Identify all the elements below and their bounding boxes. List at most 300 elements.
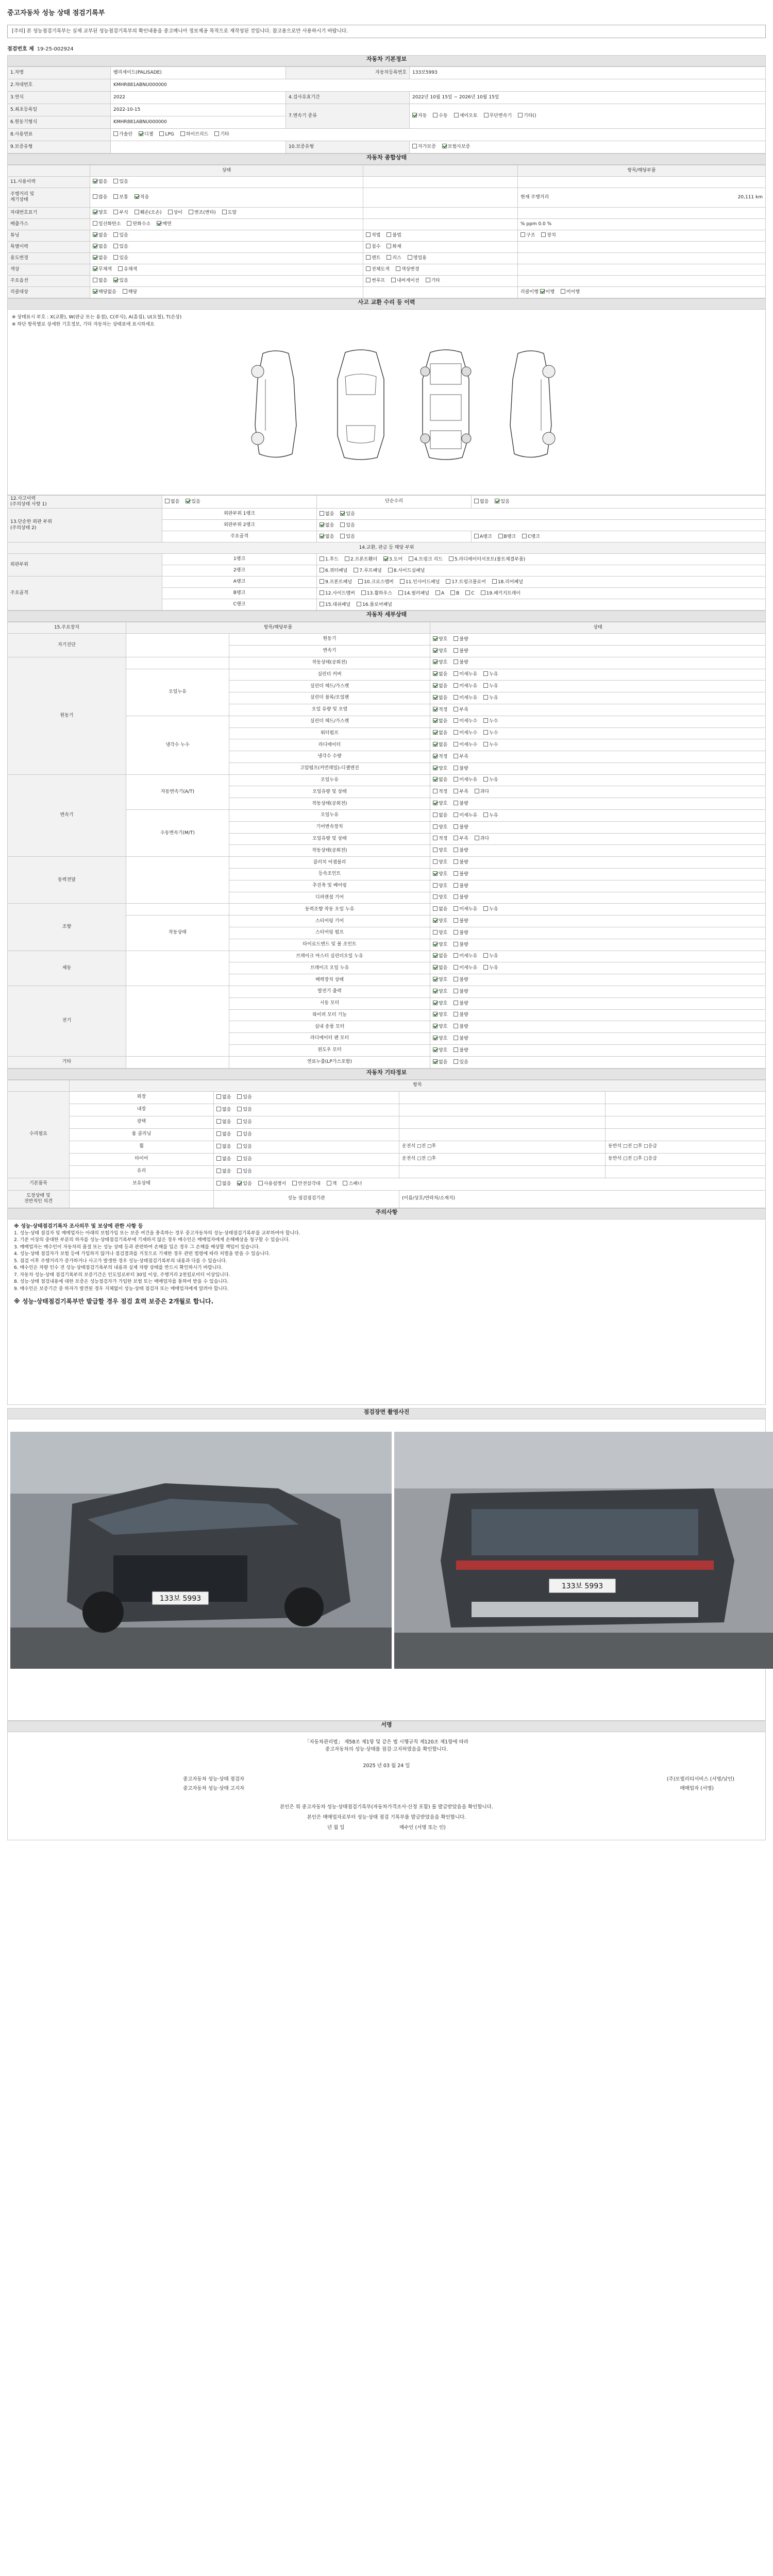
checkbox-option[interactable]: 없음 — [216, 1107, 231, 1113]
checkbox-option[interactable]: 불량 — [453, 801, 468, 807]
notice-box: [주의] 본 성능점검기록부는 실제 교부된 성능점검기록부의 확인내용을 중고매니아 정보제공 목적으로 재작성된 것입니다. 참고용으로만 사용하시기 바랍니다. — [7, 25, 766, 38]
checkbox-option[interactable]: 없음 — [433, 812, 447, 819]
checkbox-option[interactable]: 2.프론트휀더 — [345, 556, 377, 563]
checkbox-icon — [237, 1168, 242, 1173]
checkbox-icon — [498, 534, 503, 538]
checkbox-option[interactable]: 19.패키지트레이 — [481, 590, 520, 597]
checkbox-option[interactable]: 세미오토 — [454, 113, 478, 119]
checkbox-option[interactable]: 12.사이드멤버 — [320, 590, 355, 597]
checkbox-option[interactable]: 누유 — [483, 671, 498, 677]
checkbox-option[interactable]: 없음 — [93, 179, 107, 185]
checkbox-option[interactable]: 양호 — [433, 848, 447, 854]
checkbox-option[interactable]: 누유 — [483, 683, 498, 689]
checkbox-option[interactable]: 누수 — [483, 718, 498, 724]
checkbox-icon — [453, 671, 458, 676]
checkbox-option[interactable]: 디젤 — [139, 131, 153, 138]
checkbox-icon — [165, 499, 170, 503]
checkbox-option[interactable]: C랭크 — [522, 534, 540, 540]
checkbox-icon — [453, 648, 458, 653]
checkbox-option[interactable]: 11.인사이드패널 — [400, 579, 440, 585]
checkbox-option[interactable]: 누유 — [483, 695, 498, 701]
checkbox-icon — [409, 556, 413, 561]
checkbox-option[interactable]: 보통 — [113, 194, 128, 200]
checkbox-option[interactable]: 17.트렁크플로어 — [446, 579, 485, 585]
checkbox-option[interactable]: 있음 — [237, 1181, 251, 1187]
checkbox-option[interactable]: 침수 — [366, 244, 380, 250]
checkbox-option[interactable]: 미세누유 — [453, 953, 477, 959]
checkbox-icon — [361, 590, 366, 595]
car-right-side-icon — [500, 348, 562, 462]
checkbox-option[interactable]: 양호 — [433, 977, 447, 983]
checkbox-icon — [157, 221, 161, 226]
checkbox-option[interactable]: 양호 — [433, 636, 447, 642]
checkbox-option[interactable]: 5.라디에이터서포트(볼트체결부품) — [449, 556, 525, 563]
checkbox-option[interactable]: 미세누수 — [453, 718, 477, 724]
checkbox-option[interactable]: 누수 — [483, 742, 498, 748]
checkbox-option[interactable]: 13.휠하우스 — [361, 590, 392, 597]
checkbox-option[interactable]: 없음 — [165, 499, 179, 505]
checkbox-option[interactable]: 사용설명서 — [258, 1181, 286, 1187]
checkbox-icon — [483, 742, 488, 747]
checkbox-option[interactable]: 불량 — [453, 848, 468, 854]
checkbox-option[interactable]: 없음 — [433, 906, 447, 912]
checkbox-option[interactable]: 양호 — [433, 659, 447, 666]
detail-row: 타이로드엔드 및 볼 조인트 양호 불량 — [8, 939, 766, 951]
checkbox-option[interactable]: 무단변속기 — [484, 113, 512, 119]
checkbox-option[interactable]: 해당 — [123, 289, 137, 295]
checkbox-icon — [237, 1156, 242, 1161]
checkbox-icon — [465, 590, 470, 595]
detail-row: 제동 브레이크 마스터 실린더오일 누유 없음 미세누유 누유 — [8, 951, 766, 962]
checkbox-option[interactable]: 있음 — [237, 1144, 251, 1150]
checkbox-option[interactable]: 있음 — [237, 1156, 251, 1162]
checkbox-option[interactable]: B랭크 — [498, 534, 516, 540]
checkbox-option[interactable]: 가솔린 — [113, 131, 132, 138]
checkbox-icon — [449, 556, 453, 561]
checkbox-icon — [168, 210, 173, 214]
checkbox-option[interactable]: 양호 — [433, 1012, 447, 1018]
checkbox-option[interactable]: 있음 — [340, 522, 355, 529]
checkbox-option[interactable]: 15.대쉬패널 — [320, 602, 350, 608]
checkbox-icon — [541, 232, 546, 237]
checkbox-option[interactable]: 없음 — [433, 730, 447, 736]
checkbox-option[interactable]: 부족 — [453, 707, 468, 713]
checkbox-icon — [433, 906, 438, 911]
checkbox-option[interactable]: 미이행 — [561, 289, 580, 295]
checkbox-option[interactable]: 없음 — [474, 499, 489, 505]
checkbox-option[interactable]: 없음 — [216, 1119, 231, 1125]
checkbox-icon — [93, 278, 97, 282]
checkbox-icon — [320, 522, 324, 527]
checkbox-option[interactable]: 있음 — [237, 1107, 251, 1113]
checkbox-option[interactable]: 없음 — [433, 777, 447, 783]
checkbox-option[interactable]: 있음 — [237, 1119, 251, 1125]
checkbox-icon — [412, 113, 417, 117]
checkbox-option[interactable]: 이행 — [540, 289, 554, 295]
checkbox-option[interactable]: 보험사보증 — [442, 144, 470, 150]
checkbox-icon — [320, 602, 324, 606]
checkbox-option[interactable]: 양호 — [433, 1047, 447, 1054]
detail-row: 고압펌프(커먼레일)-디젤엔진 양호 불량 — [8, 762, 766, 774]
checkbox-option[interactable]: 없음 — [320, 522, 334, 529]
checkbox-option[interactable]: 양호 — [433, 942, 447, 948]
checkbox-option[interactable]: 불량 — [453, 930, 468, 936]
checkbox-option[interactable]: 없음 — [433, 718, 447, 724]
detail-row: 실린더 블록/오일팬 없음 미세누유 누유 — [8, 692, 766, 704]
checkbox-option[interactable]: 장치 — [541, 232, 556, 239]
checkbox-option[interactable]: 기타 — [214, 131, 229, 138]
general-row: 배출가스 일산화탄소 탄화수소 매연 % ppm 0.0 % — [8, 218, 766, 230]
checker-value: (주)모빌리티서비스 (서명/날인) — [666, 1776, 734, 1782]
checkbox-icon — [453, 707, 458, 711]
checkbox-option[interactable]: 미세누수 — [453, 730, 477, 736]
checkbox-icon — [237, 1144, 242, 1148]
checkbox-option[interactable]: 훼손(오손) — [135, 210, 162, 216]
car-diagram — [7, 310, 766, 495]
checkbox-option[interactable]: 적정 — [433, 707, 447, 713]
checkbox-option[interactable]: 없음 — [320, 534, 334, 540]
checkbox-option[interactable]: 불량 — [453, 1001, 468, 1007]
checkbox-option[interactable]: 불량 — [453, 894, 468, 901]
checkbox-option[interactable]: 불량 — [453, 636, 468, 642]
checkbox-option[interactable]: 양호 — [433, 989, 447, 995]
checkbox-option[interactable]: 잭 — [327, 1181, 337, 1187]
checkbox-icon — [340, 522, 345, 527]
checkbox-option[interactable]: 없음 — [93, 255, 107, 261]
checkbox-option[interactable]: 내비게이션 — [391, 278, 419, 284]
checkbox-option[interactable]: 양호 — [433, 648, 447, 654]
checkbox-option[interactable]: 기타 — [426, 278, 440, 284]
checkbox-icon — [320, 556, 324, 561]
checkbox-option[interactable]: 없음 — [433, 1059, 447, 1065]
checkbox-option[interactable]: 부족 — [453, 789, 468, 795]
checkbox-icon — [450, 590, 455, 595]
checkbox-option[interactable]: 불량 — [453, 1036, 468, 1042]
checkbox-option[interactable]: 불량 — [453, 659, 468, 666]
checkbox-option[interactable]: 없음 — [433, 742, 447, 748]
checkbox-option[interactable]: 누유 — [483, 965, 498, 971]
checkbox-option[interactable]: 스패너 — [343, 1181, 362, 1187]
checkbox-icon — [433, 695, 438, 700]
checkbox-option[interactable]: 없음 — [320, 511, 334, 517]
checkbox-icon — [475, 836, 479, 840]
checkbox-option[interactable]: 상이 — [168, 210, 182, 216]
checkbox-option[interactable]: 누수 — [483, 730, 498, 736]
checkbox-option[interactable]: 미세누유 — [453, 906, 477, 912]
checkbox-option[interactable]: 리스 — [386, 255, 401, 261]
caution-warning: ※ 성능·상태점검기록부만 발급할 경우 점검 효력 보증은 2개월로 합니다. — [14, 1298, 214, 1306]
checkbox-icon — [354, 568, 358, 572]
detail-row: 수동변속기(M/T) 오일누유 없음 미세누유 누유 — [8, 810, 766, 822]
checkbox-option[interactable]: 양호 — [433, 894, 447, 901]
checkbox-option[interactable]: 없음 — [433, 671, 447, 677]
checkbox-option[interactable]: 불량 — [453, 1047, 468, 1054]
checkbox-option[interactable]: 있음 — [113, 232, 128, 239]
checkbox-option[interactable]: 14.필러패널 — [398, 590, 429, 597]
checkbox-option[interactable]: 누유 — [483, 777, 498, 783]
checkbox-option[interactable]: 불량 — [453, 859, 468, 866]
checkbox-option[interactable]: 자가보증 — [412, 144, 436, 150]
checkbox-option[interactable]: 없음 — [216, 1168, 231, 1175]
checkbox-option[interactable]: 있음 — [113, 244, 128, 250]
checkbox-option[interactable]: 불량 — [453, 766, 468, 772]
checkbox-option[interactable]: 양호 — [433, 859, 447, 866]
checkbox-option[interactable]: 없음 — [433, 965, 447, 971]
checkbox-icon — [453, 836, 458, 840]
checkbox-option[interactable]: 없음 — [216, 1131, 231, 1138]
checkbox-option[interactable]: 있음 — [113, 179, 128, 185]
checkbox-icon — [216, 1144, 221, 1148]
checkbox-option[interactable]: 누유 — [483, 953, 498, 959]
checkbox-option[interactable]: 양호 — [433, 801, 447, 807]
detail-row: 기타 연료누출(LP가스포함) 없음 있음 — [8, 1056, 766, 1068]
detail-row: 라디에이터 없음 미세누수 누수 — [8, 739, 766, 751]
checkbox-option[interactable]: 하이브리드 — [180, 131, 208, 138]
checkbox-option[interactable]: 4.트렁크 리드 — [409, 556, 443, 563]
checkbox-option[interactable]: 자동 — [412, 113, 427, 119]
checkbox-icon — [426, 278, 430, 282]
checkbox-icon — [433, 871, 438, 876]
checkbox-icon — [113, 278, 118, 282]
checkbox-icon — [216, 1156, 221, 1161]
checkbox-option[interactable]: 미세누유 — [453, 695, 477, 701]
section-basic-title: 자동차 기본정보 — [7, 55, 766, 66]
checkbox-option[interactable]: 양호 — [433, 871, 447, 877]
detail-row: 스티어링 펌프 양호 불량 — [8, 927, 766, 939]
checkbox-icon — [433, 742, 438, 747]
checkbox-icon — [320, 568, 324, 572]
checkbox-option[interactable]: 미세누유 — [453, 812, 477, 819]
caution-item: 5. 점검 이후 주행거리가 증가하거나 사고가 발생한 경우 성능·상태점검기록부의 내용과 다를 수 있습니다. — [14, 1258, 227, 1264]
checkbox-icon — [237, 1181, 242, 1185]
checkbox-option[interactable]: 화재 — [386, 244, 401, 250]
checkbox-icon — [433, 1012, 438, 1016]
checkbox-option[interactable]: 없음 — [433, 953, 447, 959]
signature-area — [7, 1732, 766, 1840]
checkbox-option[interactable]: 부족 — [453, 754, 468, 760]
checkbox-option[interactable]: 부식 — [113, 210, 128, 216]
checkbox-option[interactable]: 양호 — [433, 930, 447, 936]
checkbox-option[interactable]: 있음 — [237, 1131, 251, 1138]
checkbox-option[interactable]: 적음 — [135, 194, 149, 200]
detail-row: 자기진단 원동기 양호 불량 — [8, 634, 766, 646]
checkbox-option[interactable]: 없음 — [433, 683, 447, 689]
checkbox-option[interactable]: 9.프론트패널 — [320, 579, 352, 585]
checkbox-option[interactable]: 미세누수 — [453, 742, 477, 748]
checkbox-icon — [433, 1024, 438, 1028]
general-row: 색상 무채색 유채색 전체도색 색상변경 — [8, 264, 766, 275]
checkbox-option[interactable]: 유채색 — [118, 266, 137, 273]
checkbox-option[interactable]: 미세누유 — [453, 777, 477, 783]
checkbox-option[interactable]: 있음 — [113, 278, 128, 284]
checkbox-icon — [453, 742, 458, 747]
checkbox-option[interactable]: C — [465, 590, 474, 597]
checkbox-option[interactable]: 적정 — [433, 836, 447, 842]
checkbox-option[interactable]: 없음 — [93, 278, 107, 284]
checkbox-option[interactable]: 무채색 — [93, 266, 112, 273]
checkbox-option[interactable]: 많음 — [93, 194, 107, 200]
checkbox-option[interactable]: B — [450, 590, 459, 597]
checkbox-option[interactable]: 있음 — [113, 255, 128, 261]
checkbox-option[interactable]: 없음 — [433, 695, 447, 701]
checkbox-option[interactable]: 있음 — [340, 511, 355, 517]
car-frame-icon — [415, 348, 477, 462]
sign-line-1: 「자동차관리법」 제58조 제1항 및 같은 법 시행규칙 제120조 제1항에 따라 — [305, 1739, 468, 1745]
checkbox-icon — [483, 906, 488, 911]
checkbox-icon — [433, 859, 438, 864]
checkbox-icon — [433, 683, 438, 688]
checkbox-icon — [340, 534, 345, 538]
checkbox-icon — [400, 579, 405, 584]
detail-row: 라디에이터 팬 모터 양호 불량 — [8, 1033, 766, 1045]
checkbox-option[interactable]: 불량 — [453, 871, 468, 877]
checkbox-icon — [135, 194, 139, 199]
checkbox-icon — [216, 1094, 221, 1099]
checkbox-option[interactable]: 없음 — [216, 1144, 231, 1150]
checkbox-option[interactable]: 3.도어 — [383, 556, 402, 563]
checkbox-option[interactable]: 불량 — [453, 942, 468, 948]
checkbox-option[interactable]: 일산화탄소 — [93, 221, 121, 227]
checkbox-option[interactable]: 없음 — [93, 244, 107, 250]
checkbox-option[interactable]: 불량 — [453, 824, 468, 831]
checkbox-icon — [433, 1001, 438, 1005]
checkbox-option[interactable]: 불량 — [453, 989, 468, 995]
checkbox-option[interactable]: 있음 — [237, 1168, 251, 1175]
checkbox-option[interactable]: 16.플로어패널 — [357, 602, 392, 608]
checkbox-option[interactable]: A — [435, 590, 444, 597]
detail-row: 작동상태(공회전) 양호 불량 — [8, 798, 766, 810]
caution-notes: ※ 성능·상태점검기록자 조사의무 및 보상에 관한 사항 등 1. 성능·상태 점검자 및 매매업자는 아래의 보험가입 또는 보증 여건을 충족하는 경우 중고자동차의 성능·상태점검기록부를 교부하여야 합니다. 2. 기준 이상의 중대한 부분의 하자를 성능·상태점검기록부에 기재하지 않은 경우 매수인은 매매업자에게 손해배상을 청구할 수 있습니다. 3. 매매업자는 매수인이 자동차의 품질 또는 성능 상태 등과 관련하여 손해를 입은 경우 그 손해를 배상할 책임이 있습니다. 4. 성능·상태 점검자가 보험 등에 가입하지 않거나 점검결과를 거짓으로 기재한 경우 관련 법령에 따라 처벌을 받을 수 있습니다. 5. 점검 이후 주행거리가 증가하거나 사고가 발생한 경우 성능·상태점검기록부의 내용과 다를 수 있습니다. 6. 매수인은 차량 인수 전 성능·상태점검기록부의 내용과 실제 차량 상태를 반드시 확인하시기 바랍니다. 7. 자동차 성능·상태 점검기록부의 보증기간은 인도일로부터 30일 이상, 주행거리 2천킬로미터 이상입니다. 8. 성능·상태 점검내용에 대한 보증은 성능점검자가 가입한 보험 또는 매매업자를 통하여 받을 수 있습니다. 9. 매수인은 보증기간 중 하자가 발견된 경우 지체없이 성능·상태 점검자 또는 매매업자에게 알려야 합니다. ※ 성능·상태점검기록부만 발급할 경우 점검 효력 보증은 2개월로 합니다. — [7, 1219, 766, 1405]
checkbox-option[interactable]: 불량 — [453, 977, 468, 983]
checkbox-icon — [292, 1181, 297, 1185]
checkbox-icon — [453, 695, 458, 700]
checkbox-option[interactable]: 렌트 — [366, 255, 380, 261]
checkbox-option[interactable]: 불량 — [453, 918, 468, 924]
checkbox-icon — [327, 1181, 331, 1185]
checkbox-option[interactable]: 수동 — [433, 113, 447, 119]
checkbox-option[interactable]: 있음 — [237, 1094, 251, 1100]
checkbox-icon — [388, 568, 393, 572]
checkbox-option[interactable]: 구조 — [520, 232, 535, 239]
checkbox-icon — [433, 113, 438, 117]
checkbox-option[interactable]: 부족 — [453, 836, 468, 842]
checkbox-option[interactable]: 양호 — [433, 1001, 447, 1007]
checkbox-option[interactable]: 해당없음 — [93, 289, 116, 295]
checkbox-icon — [484, 113, 489, 117]
checkbox-option[interactable]: 미세누유 — [453, 683, 477, 689]
svg-text:133보 5993: 133보 5993 — [561, 1582, 603, 1590]
checkbox-option[interactable]: 썬루프 — [366, 278, 385, 284]
checkbox-option[interactable]: LPG — [159, 131, 174, 138]
checkbox-option[interactable]: 6.쿼터패널 — [320, 568, 347, 574]
checkbox-icon — [258, 1181, 263, 1185]
checkbox-option[interactable]: 없음 — [216, 1156, 231, 1162]
checkbox-option[interactable]: 불량 — [453, 883, 468, 889]
checkbox-icon — [433, 812, 438, 817]
checkbox-option[interactable]: 과다 — [475, 789, 489, 795]
checkbox-option[interactable]: 누유 — [483, 812, 498, 819]
checkbox-icon — [113, 131, 118, 136]
checkbox-option[interactable]: 양호 — [433, 824, 447, 831]
checkbox-option[interactable]: 8.사이드실패널 — [388, 568, 425, 574]
checkbox-option[interactable]: 도말 — [222, 210, 237, 216]
checkbox-option[interactable]: 양호 — [433, 1024, 447, 1030]
checkbox-icon — [520, 232, 525, 237]
general-row: 리콜대상 해당없음 해당 리콜이행 이행 미이행 — [8, 286, 766, 298]
checkbox-option[interactable]: 매연 — [157, 221, 171, 227]
checkbox-icon — [433, 942, 438, 946]
checkbox-option[interactable]: 적정 — [433, 789, 447, 795]
checkbox-option[interactable]: 양호 — [433, 1036, 447, 1042]
checkbox-option[interactable]: 양호 — [433, 883, 447, 889]
checkbox-icon — [453, 754, 458, 758]
checkbox-option[interactable]: 불량 — [453, 1024, 468, 1030]
checkbox-option[interactable]: 7.루프패널 — [354, 568, 381, 574]
checkbox-option[interactable]: 변조(변타) — [189, 210, 216, 216]
checkbox-option[interactable]: 적정 — [433, 754, 447, 760]
checkbox-icon — [320, 579, 324, 584]
checkbox-option[interactable]: 있음 — [186, 499, 200, 505]
detail-row: 기어변속장치 양호 불량 — [8, 821, 766, 833]
checkbox-icon — [93, 221, 97, 226]
detail-row: 실린더 헤드/가스켓 없음 미세누유 누유 — [8, 681, 766, 692]
checkbox-option[interactable]: 과다 — [475, 836, 489, 842]
checkbox-option[interactable]: 적법 — [366, 232, 380, 239]
checkbox-icon — [453, 918, 458, 923]
checkbox-option[interactable]: 불법 — [386, 232, 401, 239]
cert-number: 점검번호 제 19-25-002924 — [7, 46, 74, 53]
checkbox-icon — [366, 266, 371, 271]
checkbox-option[interactable]: 미세누유 — [453, 671, 477, 677]
checkbox-option[interactable]: 없음 — [216, 1094, 231, 1100]
checkbox-option[interactable]: 있음 — [453, 1059, 468, 1065]
checkbox-option[interactable]: 불량 — [453, 648, 468, 654]
checkbox-option[interactable]: 1.후드 — [320, 556, 339, 563]
checkbox-option[interactable]: 양호 — [433, 766, 447, 772]
checkbox-option[interactable]: 있음 — [495, 499, 509, 505]
checkbox-option[interactable]: 탄화수소 — [127, 221, 150, 227]
checkbox-icon — [343, 1181, 347, 1185]
checkbox-option[interactable]: A랭크 — [474, 534, 492, 540]
other-table: 항목 수리필요 외장 없음 있음 내장 없음 있음 광택 없음 있음 룸 클리닝 없음 있음 휠 없음 있음 운전석 □전 □후 동반석 □전 □후 □응급 타이어 없음 있음 운전석 □전 □후 동반석 □전 □후 □응급 유리 없음 있음 기본품목 보유상태 없음 있음 사용설명서 안전삼각대 잭 스패너 도장상태 및 전반적인 의견 성능 점검점검기관 (이름/상호/연락처/소재지) — [7, 1080, 766, 1208]
checkbox-option[interactable]: 미세누유 — [453, 965, 477, 971]
checkbox-option[interactable]: 영업용 — [408, 255, 427, 261]
checkbox-icon — [386, 255, 391, 260]
checkbox-icon — [127, 221, 131, 226]
checkbox-option[interactable]: 불량 — [453, 1012, 468, 1018]
checkbox-icon — [216, 1181, 221, 1185]
checkbox-option[interactable]: 있음 — [340, 534, 355, 540]
checkbox-icon — [386, 244, 391, 248]
checkbox-option[interactable]: 없음 — [93, 232, 107, 239]
checkbox-option[interactable]: 양호 — [433, 918, 447, 924]
checkbox-icon — [433, 754, 438, 758]
checkbox-option[interactable]: 안전삼각대 — [292, 1181, 320, 1187]
checkbox-option[interactable]: 기타() — [518, 113, 536, 119]
detail-row: 전기 발전기 출력 양호 불량 — [8, 986, 766, 998]
checkbox-icon — [433, 977, 438, 981]
checkbox-option[interactable]: 18.리어패널 — [492, 579, 523, 585]
checkbox-option[interactable]: 10.크로스멤버 — [358, 579, 394, 585]
checkbox-icon — [433, 801, 438, 805]
checkbox-icon — [386, 232, 391, 237]
checkbox-option[interactable]: 색상변경 — [396, 266, 419, 273]
checkbox-option[interactable]: 없음 — [216, 1181, 231, 1187]
checkbox-icon — [483, 812, 488, 817]
checkbox-option[interactable]: 전체도색 — [366, 266, 390, 273]
checkbox-option[interactable]: 누유 — [483, 906, 498, 912]
checkbox-option[interactable]: 양호 — [93, 210, 107, 216]
